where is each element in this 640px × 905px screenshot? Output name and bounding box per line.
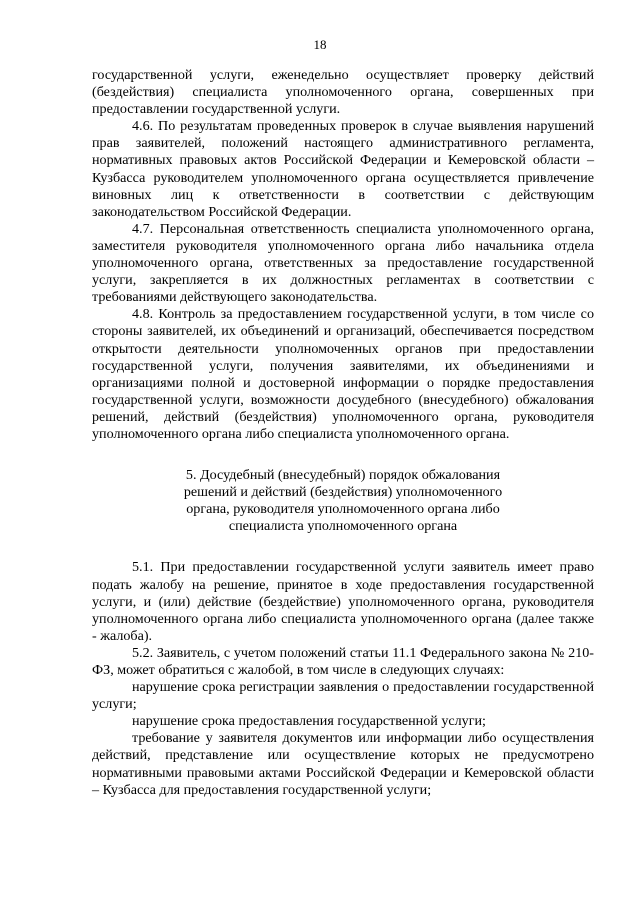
- paragraph: требование у заявителя документов или информации либо осуществления действий, представление или осуществление которых не предусмотрено нормативными правовыми актами Российской Федерации и Кемеровской области – Кузбасса для предоставления государственной услуги;: [92, 730, 594, 798]
- paragraph: нарушение срока регистрации заявления о предоставлении государственной услуги;: [92, 679, 594, 713]
- page-number: 18: [313, 37, 327, 52]
- paragraph: 5.1. При предоставлении государственной услуги заявитель имеет право подать жалобу на решение, принятое в ходе предоставления государственной услуги, и (или) действие (бездействие) уполномоченного органа, руководителя уполномоченного органа либо специалиста уполномоченного органа (далее также - жалоба).: [92, 559, 594, 644]
- section-5-paragraphs: [92, 559, 594, 798]
- section-5-heading: [92, 467, 594, 535]
- heading-line: 5. Досудебный (внесудебный) порядок обжалования: [185, 467, 501, 484]
- paragraph: 4.6. По результатам проведенных проверок в случае выявления нарушений прав заявителей, положений настоящего административного регламента, нормативных правовых актов Российской Федерации и Кемеровской области – Кузбасса руководителем уполномоченного органа осуществляется привлечение виновных лиц к ответственности в соответствии с действующим законодательством Российской Федерации.: [92, 118, 594, 220]
- section-4-paragraphs: [92, 67, 594, 443]
- paragraph: нарушение срока предоставления государственной услуги;: [132, 713, 486, 730]
- document-body: [92, 67, 594, 799]
- paragraph: государственной услуги, еженедельно осуществляет проверку действий (бездействия) специалиста уполномоченного органа, совершенных при предоставлении государственной услуги.: [92, 67, 594, 118]
- paragraph: 4.7. Персональная ответственность специалиста уполномоченного органа, заместителя руководителя уполномоченного органа либо начальника отдела уполномоченного органа, ответственных за предоставление государственной услуги, закрепляется в их должностных регламентах в соответствии с требованиями действующего законодательства.: [92, 220, 594, 306]
- heading-line: специалиста уполномоченного органа: [228, 518, 458, 535]
- heading-line: органа, руководителя уполномоченного органа либо: [186, 501, 500, 518]
- paragraph: 5.2. Заявитель, с учетом положений статьи 11.1 Федерального закона № 210-ФЗ, может обратиться с жалобой, в том числе в следующих случаях:: [92, 644, 594, 678]
- paragraph: 4.8. Контроль за предоставлением государственной услуги, в том числе со стороны заявителей, их объединений и организаций, обеспечивается посредством открытости деятельности уполномоченных органов при предоставлении государственной услуги, получения заявителями, их объединениями и организациями полной и достоверной информации о порядке предоставления государственной услуги, возможности досудебного (внесудебного) обжалования решений, действий (бездействия) уполномоченного органа, руководителя уполномоченного органа либо специалиста уполномоченного органа.: [92, 306, 594, 442]
- heading-line: решений и действий (бездействия) уполномоченного: [183, 484, 503, 501]
